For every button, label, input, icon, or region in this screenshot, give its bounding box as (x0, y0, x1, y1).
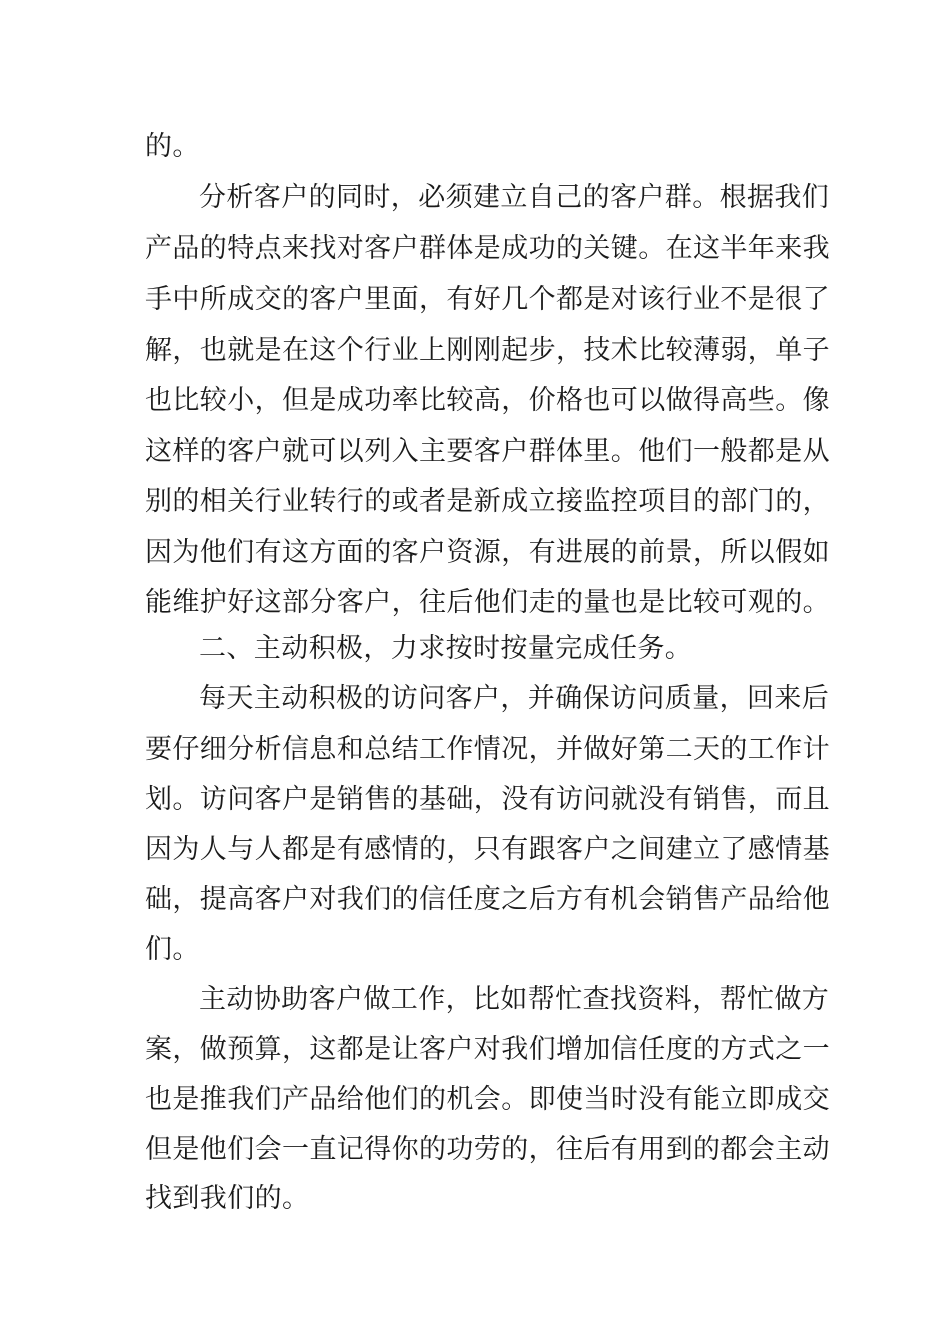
text-line: 解，也就是在这个行业上刚刚起步，技术比较薄弱，单子 (145, 335, 830, 366)
section-heading: 二、主动积极，力求按时按量完成任务。 (199, 633, 693, 664)
text-line: 们。 (145, 934, 200, 965)
text-line: 的。 (145, 131, 200, 162)
text-line: 找到我们的。 (145, 1183, 310, 1214)
text-line: 因为他们有这方面的客户资源，有进展的前景，所以假如 (145, 537, 830, 568)
paragraph-first-line: 主动协助客户做工作，比如帮忙查找资料，帮忙做方 (199, 984, 830, 1015)
text-line: 也比较小，但是成功率比较高，价格也可以做得高些。像 (145, 385, 830, 416)
text-line: 也是推我们产品给他们的机会。即使当时没有能立即成交 (145, 1084, 830, 1115)
text-line: 因为人与人都是有感情的，只有跟客户之间建立了感情基 (145, 834, 830, 865)
text-line: 案，做预算，这都是让客户对我们增加信任度的方式之一 (145, 1034, 830, 1065)
text-line: 要仔细分析信息和总结工作情况，并做好第二天的工作计 (145, 734, 830, 765)
text-line: 础，提高客户对我们的信任度之后方有机会销售产品给他 (145, 884, 830, 915)
text-line: 这样的客户就可以列入主要客户群体里。他们一般都是从 (145, 436, 830, 467)
paragraph-first-line: 分析客户的同时，必须建立自己的客户群。根据我们 (199, 182, 830, 213)
text-line: 但是他们会一直记得你的功劳的，往后有用到的都会主动 (145, 1134, 830, 1165)
text-line: 别的相关行业转行的或者是新成立接监控项目的部门的， (145, 486, 830, 517)
paragraph-first-line: 每天主动积极的访问客户，并确保访问质量，回来后 (199, 683, 830, 714)
text-line: 能维护好这部分客户，往后他们走的量也是比较可观的。 (145, 587, 830, 618)
text-line: 划。访问客户是销售的基础，没有访问就没有销售，而且 (145, 784, 830, 815)
text-line: 手中所成交的客户里面，有好几个都是对该行业不是很了 (145, 284, 830, 315)
text-line: 产品的特点来找对客户群体是成功的关键。在这半年来我 (145, 233, 830, 264)
